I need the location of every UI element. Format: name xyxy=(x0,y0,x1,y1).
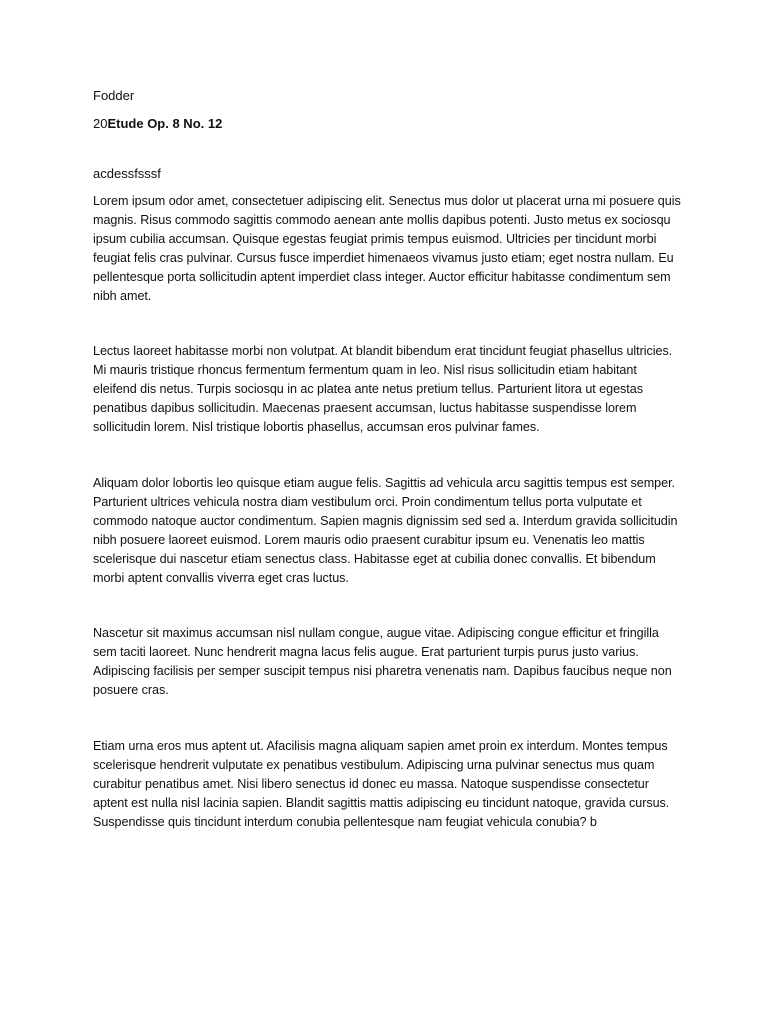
document-page xyxy=(93,86,683,869)
title-number: 20 xyxy=(93,116,108,131)
paragraph: Lectus laoreet habitasse morbi non volutpat. At blandit bibendum erat tincidunt feugiat phasellus ultricies. Mi mauris tristique rhoncus fermentum fermentum quam in leo. Nisl risus sollicitudin etiam habitant eleifend dis netus. Turpis sociosqu in ac platea ante netus pretium tellus. Parturient litora ut egestas penatibus dapibus sollicitudin. Maecenas praesent accumsan, luctus habitasse suspendisse lorem sollicitudin lorem. Nisl tristique lobortis phasellus, accumsan eros pulvinar fames. xyxy=(93,344,673,435)
title-text: Etude Op. 8 No. 12 xyxy=(107,116,223,131)
document-subheading: acdessfsssf xyxy=(93,166,161,181)
paragraph: Etiam urna eros mus aptent ut. Afacilisis magna aliquam sapien amet proin ex interdum. Montes tempus scelerisque hendrerit vulputate ex penatibus vestibulum. Adipiscing urna pulvinar senectus mus quam curabitur penatibus amet. Nisi libero senectus id donec eu massa. Natoque suspendisse consectetur aptent est nulla nisl lacinia sapien. Blandit sagittis mattis adipiscing eu tincidunt natoque, gravida cursus. Suspendisse quis tincidunt interdum conubia pellentesque nam feugiat vehicula conubia? b xyxy=(93,739,670,829)
paragraph: Lorem ipsum odor amet, consectetuer adipiscing elit. Senectus mus dolor ut placerat urna mi posuere quis magnis. Risus commodo sagittis commodo aenean ante mollis dapibus potenti. Justo metus ex sociosqu ipsum cubilia accumsan. Quisque egestas feugiat primis tempus euismod. Ultricies per tincidunt morbi feugiat felis cras pulvinar. Cursus fusce imperdiet himenaeos vivamus justo etiam; eget nostra nullam. Eu pellentesque porta sollicitudin aptent imperdiet class integer. Auctor efficitur habitasse condimentum sem nibh amet. xyxy=(93,194,681,303)
document-header: Fodder xyxy=(93,88,135,103)
document-title xyxy=(93,114,683,133)
paragraph: Nascetur sit maximus accumsan nisl nullam congue, augue vitae. Adipiscing congue efficitur et fringilla sem taciti laoreet. Nunc hendrerit magna lacus felis augue. Erat parturient turpis purus justo varius. Adipiscing facilisis per semper suscipit tempus nisi pharetra venenatis nam. Dapibus faucibus neque non posuere cras. xyxy=(93,626,672,698)
paragraph: Aliquam dolor lobortis leo quisque etiam augue felis. Sagittis ad vehicula arcu sagittis tempus est semper. Parturient ultrices vehicula nostra diam vestibulum orci. Proin condimentum tellus porta vulputate et commodo natoque auctor condimentum. Sapien magnis dignissim sed sed a. Interdum gravida sollicitudin nibh posuere laoreet euismod. Lorem mauris odio praesent curabitur ipsum eu. Venenatis leo mattis scelerisque dui nascetur etiam senectus class. Habitasse eget at cubilia donec convallis. Et bibendum morbi aptent convallis viverra eget cras luctus. xyxy=(93,475,678,585)
